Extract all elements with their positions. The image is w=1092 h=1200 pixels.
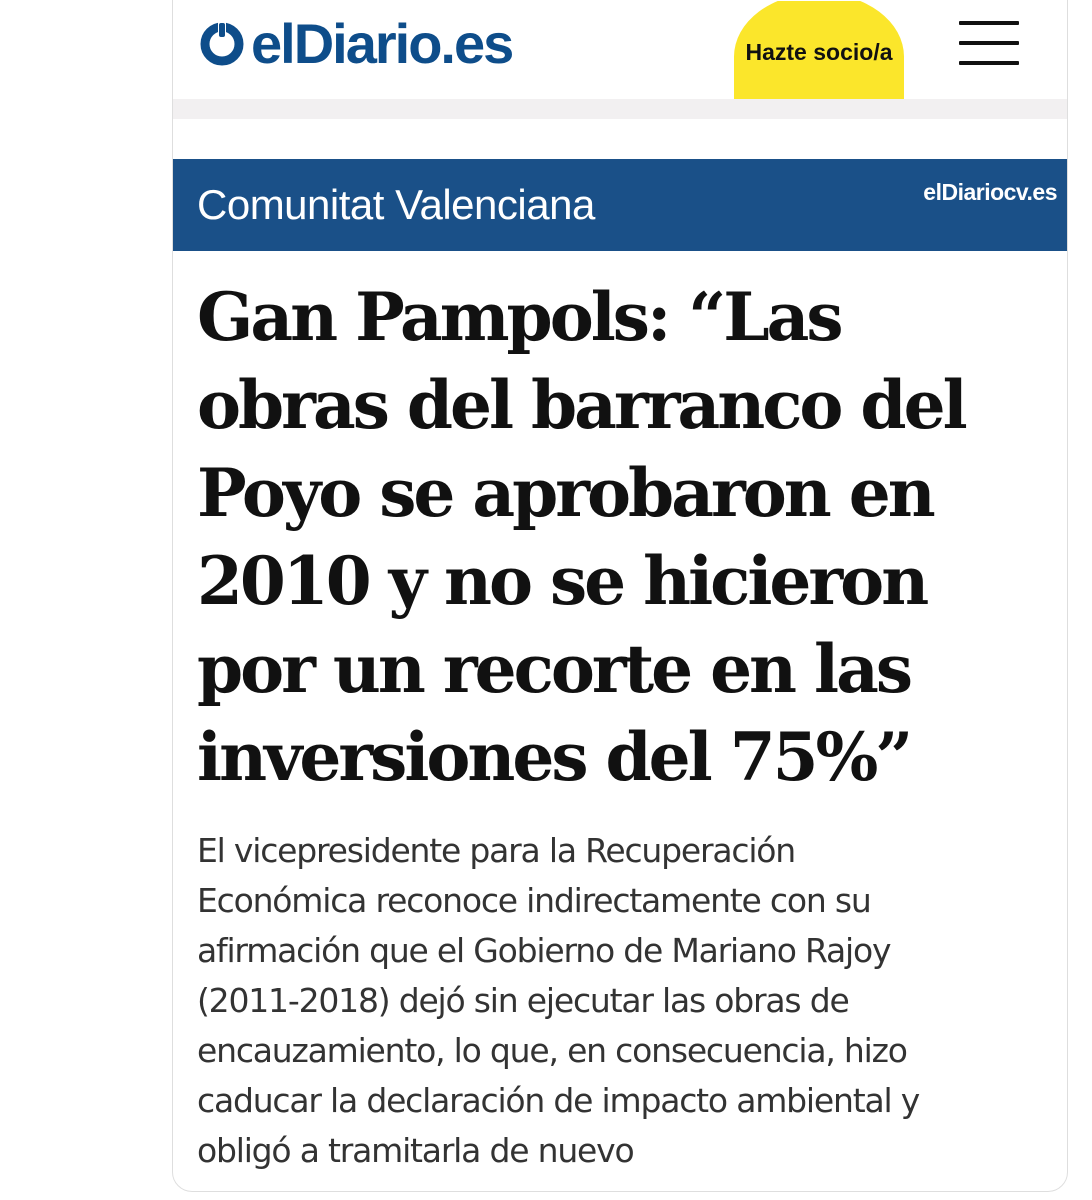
headline-line: inversiones del 75%” — [197, 718, 911, 796]
section-name[interactable]: Comunitat Valenciana — [197, 181, 595, 228]
article-headline[interactable] — [197, 273, 1057, 801]
article-summary — [197, 826, 1057, 1176]
menu-bar — [959, 41, 1019, 45]
section-site-logo[interactable]: elDiariocv.es — [923, 179, 1057, 205]
summary-line: encauzamiento, lo que, en consecuencia, hizo — [197, 1031, 907, 1070]
headline-line: Poyo se aprobaron en — [197, 454, 933, 532]
summary-line: obligó a tramitarla de nuevo — [197, 1131, 634, 1170]
headline-line: por un recorte en las — [197, 630, 911, 708]
site-header — [173, 1, 1067, 99]
summary-line: caducar la declaración de impacto ambiental y — [197, 1081, 920, 1120]
hamburger-menu-icon[interactable] — [957, 19, 1021, 67]
site-logo[interactable] — [199, 13, 512, 75]
summary-line: afirmación que el Gobierno de Mariano Rajoy — [197, 931, 891, 970]
section-bar[interactable] — [173, 159, 1067, 251]
summary-line: (2011-2018) dejó sin ejecutar las obras de — [197, 981, 849, 1020]
headline-line: obras del barranco del — [197, 366, 965, 444]
screenshot-card — [172, 0, 1068, 1192]
header-divider — [173, 99, 1067, 119]
hazte-socio-button[interactable] — [728, 1, 910, 99]
summary-line: El vicepresidente para la Recuperación — [197, 831, 795, 870]
summary-line: Económica reconoce indirectamente con su — [197, 881, 871, 920]
cta-label: Hazte socio/a — [745, 39, 893, 65]
headline-line: Gan Pampols: “Las — [197, 278, 841, 356]
headline-line: 2010 y no se hicieron — [197, 542, 927, 620]
eldiario-logo-icon — [199, 21, 245, 67]
menu-bar — [959, 61, 1019, 65]
menu-bar — [959, 21, 1019, 25]
logo-wordmark: elDiario.es — [251, 12, 513, 75]
